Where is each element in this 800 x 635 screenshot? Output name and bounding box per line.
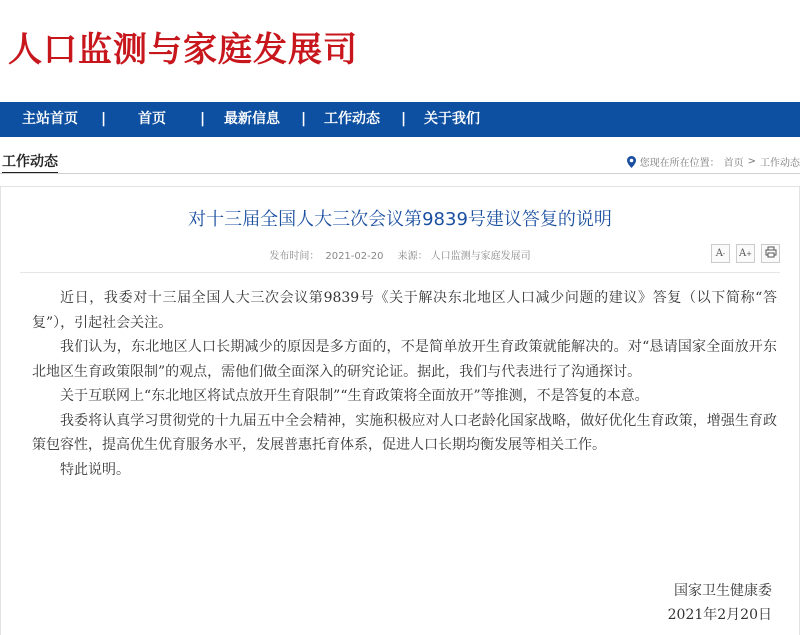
breadcrumb-arrow: > bbox=[747, 156, 756, 167]
breadcrumb-prefix: 您现在所在位置： bbox=[639, 158, 720, 169]
signature-org: 国家卫生健康委 bbox=[674, 583, 772, 599]
article-paragraph: 关于互联网上“东北地区将试点放开生育限制”“生育政策将全面放开”等推测，不是答复的本意。 bbox=[60, 388, 649, 404]
article-paragraph: 近日，我委对十三届全国人大三次会议第9839号《关于解决东北地区人口减少问题的建议》答复（以下简称“答复”），引起社会关注。 bbox=[32, 290, 777, 331]
location-pin-icon bbox=[627, 156, 636, 168]
publish-label: 发布时间： bbox=[269, 251, 320, 262]
font-decrease-button[interactable]: A - bbox=[711, 244, 730, 263]
font-decrease-label: A bbox=[715, 248, 723, 259]
publish-date: 2021-02-20 bbox=[325, 251, 384, 262]
nav-separator: | bbox=[401, 111, 407, 127]
font-increase-button[interactable]: A + bbox=[736, 244, 755, 263]
source-value: 人口监测与家庭发展司 bbox=[430, 251, 531, 262]
section-title: 工作动态 bbox=[2, 152, 58, 174]
article-paragraph: 我委将认真学习贯彻党的十九届五中全会精神，实施积极应对人口老龄化国家战略，做好优化生育政策，增强生育政策包容性，提高优生优育服务水平，发展普惠托育体系，促进人口长期均衡发展等相关工作。 bbox=[32, 412, 777, 453]
article-meta bbox=[0, 247, 800, 262]
breadcrumb-current[interactable]: 工作动态 bbox=[760, 158, 800, 169]
nav-item-about[interactable]: 关于我们 bbox=[424, 111, 480, 127]
article-paragraph: 我们认为，东北地区人口长期减少的原因是多方面的，不是简单放开生育政策就能解决的。对“恳请国家全面放开东北地区生育政策限制”的观点，需他们做全面深入的研究论证。据此，我们与代表进行了沟通探讨。 bbox=[32, 339, 777, 380]
article-body bbox=[32, 286, 777, 482]
nav-item-work-news[interactable]: 工作动态 bbox=[324, 111, 380, 127]
section-divider bbox=[0, 173, 800, 174]
breadcrumb-home[interactable]: 首页 bbox=[723, 158, 744, 169]
article-paragraph: 特此说明。 bbox=[60, 461, 130, 478]
meta-divider bbox=[20, 272, 780, 273]
font-increase-label: A bbox=[738, 248, 747, 259]
source-label: 来源： bbox=[397, 251, 428, 262]
print-button[interactable] bbox=[761, 244, 780, 263]
site-title: 人口监测与家庭发展司 bbox=[8, 30, 358, 70]
article-title: 对十三届全国人大三次会议第9839号建议答复的说明 bbox=[188, 209, 612, 230]
main-nav bbox=[0, 102, 800, 137]
signature-date: 2021年2月20日 bbox=[667, 607, 772, 623]
nav-item-home[interactable]: 首页 bbox=[138, 111, 166, 127]
breadcrumb bbox=[627, 154, 800, 169]
nav-item-main-home[interactable]: 主站首页 bbox=[22, 111, 78, 127]
article-tools bbox=[711, 244, 780, 263]
nav-item-latest[interactable]: 最新信息 bbox=[224, 111, 280, 127]
nav-separator: | bbox=[301, 111, 307, 127]
section-bar bbox=[0, 152, 800, 174]
nav-separator: | bbox=[200, 111, 206, 127]
print-icon bbox=[765, 246, 777, 261]
nav-separator: | bbox=[101, 111, 107, 127]
